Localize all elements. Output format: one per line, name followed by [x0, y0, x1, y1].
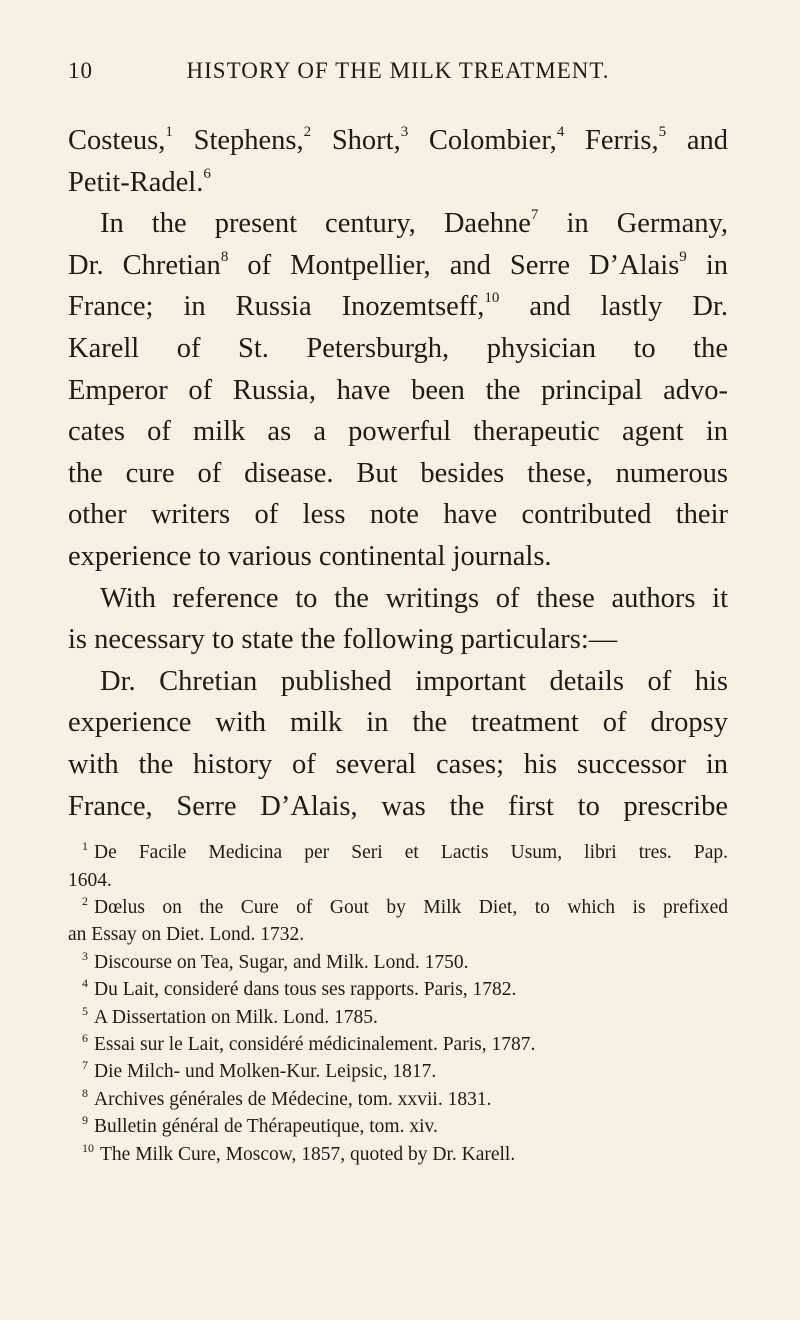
- footnote-marker: 7: [82, 1058, 88, 1073]
- footnote-text: 1604.: [68, 869, 112, 891]
- body-line: France, Serre D’Alais, was the first to prescribe: [68, 790, 728, 822]
- footnote-marker: 8: [82, 1085, 88, 1100]
- footnote-text: an Essay on Diet. Lond. 1732.: [68, 924, 305, 946]
- footnote-text: Discourse on Tea, Sugar, and Milk. Lond. 1750.: [94, 951, 469, 973]
- footnote-marker: 4: [82, 976, 88, 991]
- body-line: with the history of several cases; his successor in: [68, 748, 728, 780]
- footnote-line: [68, 949, 728, 976]
- running-head: [68, 58, 728, 98]
- body-line: experience with milk in the treatment of dropsy: [68, 707, 728, 739]
- footnote-line: [68, 894, 728, 921]
- body-line: cates of milk as a powerful therapeutic agent in: [68, 416, 728, 448]
- body-line: the cure of disease. But besides these, numerous: [68, 457, 728, 489]
- book-page: [68, 58, 728, 1168]
- footnote-marker: 1: [82, 839, 88, 854]
- footnote-marker: 2: [82, 893, 88, 908]
- footnote-text: Du Lait, consideré dans tous ses rapports. Paris, 1782.: [94, 979, 517, 1001]
- footnote-line: [68, 1086, 728, 1113]
- footnote-line: [68, 976, 728, 1003]
- footnote-line: [68, 1004, 728, 1031]
- footnote-line: [68, 1031, 728, 1058]
- body-line: Emperor of Russia, have been the principal advo-: [68, 374, 728, 406]
- footnote-text: De Facile Medicina per Seri et Lactis Usum, libri tres. Pap.: [94, 842, 728, 864]
- footnote-line: [68, 1058, 728, 1085]
- body-line: Dr. Chretian published important details of his: [100, 665, 728, 697]
- footnote-text: Archives générales de Médecine, tom. xxvii. 1831.: [94, 1088, 492, 1110]
- footnotes: [68, 839, 728, 1168]
- footnote-line: [68, 867, 728, 894]
- footnote-marker: 5: [82, 1003, 88, 1018]
- footnote-marker: 10: [82, 1140, 94, 1155]
- body-line: Costeus,$^1$ Stephens,$^2$ Short,$^3$ Colombier,$^4$ Ferris,$^5$ and: [68, 124, 728, 156]
- footnote-marker: 9: [82, 1113, 88, 1128]
- footnote-text: Bulletin général de Thérapeutique, tom. xiv.: [94, 1116, 438, 1138]
- body-line: is necessary to state the following particulars:—: [68, 624, 618, 656]
- footnote-text: Dœlus on the Cure of Gout by Milk Diet, to which is prefixed: [94, 896, 728, 918]
- running-title: HISTORY OF THE MILK TREATMENT.: [186, 58, 610, 83]
- body-line: Dr. Chretian$^8$ of Montpellier, and Serre D’Alais$^9$ in: [68, 248, 729, 281]
- footnote-line: [68, 921, 728, 948]
- body-line: Karell of St. Petersburgh, physician to the: [68, 332, 728, 364]
- footnote-line: [68, 1113, 728, 1140]
- footnote-line: [68, 839, 728, 866]
- body-text: [68, 120, 728, 827]
- page-number: 10: [68, 58, 93, 83]
- body-line: With reference to the writings of these authors it: [100, 582, 728, 614]
- footnote-text: A Dissertation on Milk. Lond. 1785.: [94, 1006, 378, 1028]
- footnote-text: The Milk Cure, Moscow, 1857, quoted by Dr. Karell.: [100, 1143, 516, 1165]
- body-line: France; in Russia Inozemtseff,$^{10}$ and lastly Dr.: [68, 290, 728, 323]
- footnote-line: [68, 1141, 728, 1168]
- footnote-marker: 6: [82, 1030, 88, 1045]
- body-line: other writers of less note have contributed their: [68, 499, 728, 531]
- footnote-text: Die Milch- und Molken-Kur. Leipsic, 1817.: [94, 1061, 437, 1083]
- footnote-marker: 3: [82, 948, 88, 963]
- body-line: experience to various continental journals.: [68, 540, 552, 572]
- body-line: Petit-Radel.$^6$: [68, 165, 211, 198]
- body-line: In the present century, Daehne$^7$ in Germany,: [100, 207, 729, 240]
- footnote-text: Essai sur le Lait, considéré médicinalement. Paris, 1787.: [94, 1033, 536, 1055]
